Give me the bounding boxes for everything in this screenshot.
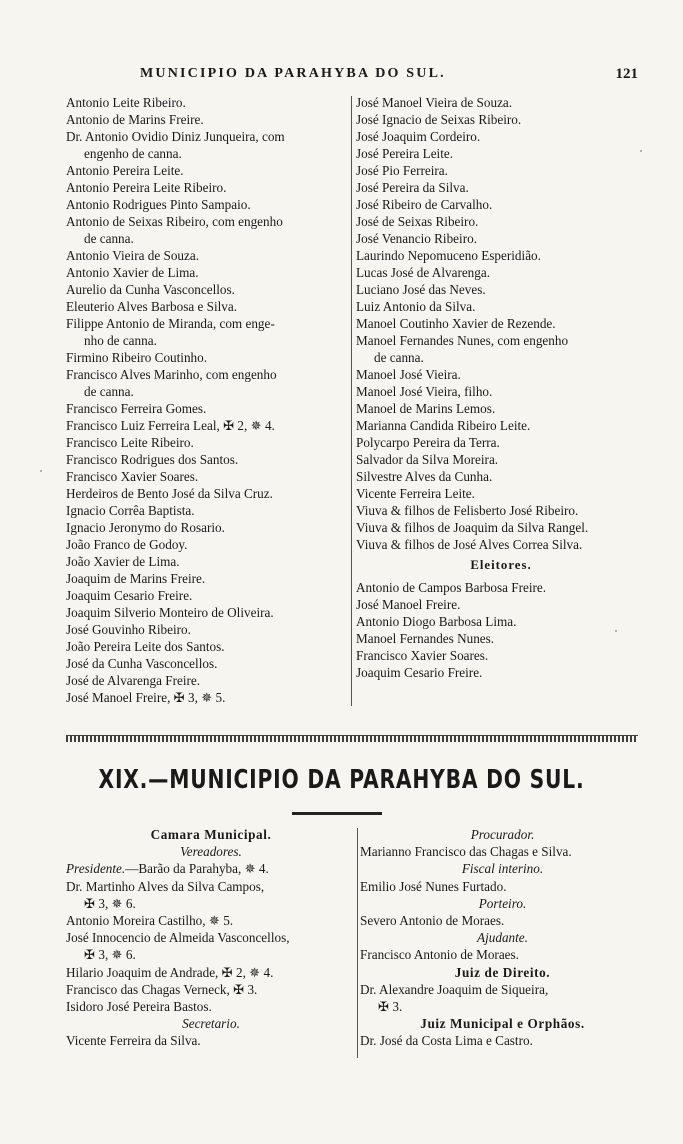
- name-entry: João Pereira Leite dos Santos.: [66, 639, 225, 654]
- vereador-text: ✠ 3, ✵ 6.: [84, 895, 136, 911]
- vereador-entry: [66, 998, 356, 1015]
- name-entry: José Pereira da Silva.: [356, 180, 469, 195]
- name-entry: Vicente Ferreira Leite.: [356, 486, 475, 501]
- name-entry: José Pio Ferreira.: [356, 163, 448, 178]
- vereador-text: Antonio Moreira Castilho, ✵ 5.: [66, 913, 234, 929]
- vereador-entry: [66, 860, 356, 877]
- name-entry: Francisco Rodrigues dos Santos.: [66, 452, 239, 467]
- vereador-text: ✠ 3, ✵ 6.: [84, 947, 136, 963]
- paper-speck: [615, 630, 617, 632]
- name-entry: José de Alvarenga Freire.: [66, 673, 201, 688]
- paper-speck: [40, 470, 42, 472]
- presidente-label: Presidente.: [66, 861, 126, 877]
- name-entry: Antonio Vieira de Souza.: [66, 248, 200, 263]
- running-head: [140, 66, 640, 86]
- procurador-label: Procurador.: [470, 827, 535, 842]
- name-entry: Viuva & filhos de José Alves Correa Silva.: [356, 537, 583, 552]
- right-name-column: [356, 94, 646, 681]
- name-entry: de canna.: [84, 231, 134, 246]
- name-entry: Dr. Antonio Ovidio Diniz Junqueira, com: [66, 129, 285, 144]
- name-entry: Antonio Pereira Leite Ribeiro.: [66, 180, 227, 195]
- vereador-text: —Barão da Parahyba, ✵ 4.: [125, 861, 269, 877]
- name-entry: José Manoel Freire, ✠ 3, ✵ 5.: [66, 690, 226, 705]
- juiz-direito-name: Dr. Alexandre Joaquim de Siqueira,: [360, 981, 549, 997]
- secretario-name: Vicente Ferreira da Silva.: [66, 1033, 201, 1049]
- eleitor-entry: Francisco Xavier Soares.: [356, 648, 489, 663]
- page-number: 121: [615, 66, 638, 82]
- vereadores-label: Vereadores.: [180, 844, 242, 860]
- name-entry: Francisco Xavier Soares.: [66, 469, 199, 484]
- eleitor-entry: José Manoel Freire.: [356, 597, 461, 612]
- name-entry: José da Cunha Vasconcellos.: [66, 656, 218, 671]
- vereador-text: Isidoro José Pereira Bastos.: [66, 999, 212, 1015]
- vereadores-list: [66, 860, 356, 1015]
- juiz-municipal-label: Juiz Municipal e Orphãos.: [420, 1016, 585, 1032]
- name-entry: Manoel de Marins Lemos.: [356, 401, 496, 416]
- ornamental-rule: [66, 735, 638, 742]
- vereador-text: Dr. Martinho Alves da Silva Campos,: [66, 878, 265, 894]
- eleitores-heading: Eleitores.: [470, 558, 532, 572]
- eleitor-entry: Antonio Diogo Barbosa Lima.: [356, 614, 517, 629]
- section-title-rule: [292, 812, 382, 815]
- eleitor-entry: Joaquim Cesario Freire.: [356, 665, 483, 680]
- name-entry: Manoel José Vieira.: [356, 367, 461, 382]
- name-entry: Joaquim Silverio Monteiro de Oliveira.: [66, 605, 274, 620]
- left-name-column: [66, 94, 351, 706]
- camara-column: [66, 826, 356, 1050]
- name-entry: Manoel Fernandes Nunes, com engenho: [356, 333, 569, 348]
- vereador-text: José Innocencio de Almeida Vasconcellos,: [66, 930, 290, 946]
- vereador-entry: [66, 912, 356, 929]
- name-entry: Herdeiros de Bento José da Silva Cruz.: [66, 486, 273, 501]
- column-divider: [351, 96, 352, 706]
- juiz-municipal-name: Dr. José da Costa Lima e Castro.: [360, 1033, 533, 1049]
- officials-column: [360, 826, 645, 1050]
- name-entry: nho de canna.: [84, 333, 157, 348]
- paper-speck: [640, 150, 642, 152]
- name-entry: Manoel Coutinho Xavier de Rezende.: [356, 316, 556, 331]
- eleitores-list: [356, 579, 646, 681]
- name-entry: Viuva & filhos de Joaquim da Silva Rangel.: [356, 520, 589, 535]
- name-entry: Francisco Luiz Ferreira Leal, ✠ 2, ✵ 4.: [66, 418, 275, 433]
- name-entry: Antonio Leite Ribeiro.: [66, 95, 186, 110]
- name-entry: engenho de canna.: [84, 146, 182, 161]
- ajudante-name: Francisco Antonio de Moraes.: [360, 947, 519, 963]
- column-divider-lower: [357, 828, 358, 1058]
- fiscal-name: Emilio José Nunes Furtado.: [360, 878, 507, 894]
- name-entry: José Gouvinho Ribeiro.: [66, 622, 191, 637]
- vereador-entry: [66, 964, 356, 981]
- name-entry: de canna.: [84, 384, 134, 399]
- running-head-title: MUNICIPIO DA PARAHYBA DO SUL.: [140, 66, 446, 81]
- vereador-entry: [66, 878, 356, 895]
- name-entry: Viuva & filhos de Felisberto José Ribeiro.: [356, 503, 579, 518]
- name-entry: João Xavier de Lima.: [66, 554, 180, 569]
- name-entry: Salvador da Silva Moreira.: [356, 452, 499, 467]
- name-entry: Aurelio da Cunha Vasconcellos.: [66, 282, 235, 297]
- name-entry: Luciano José das Neves.: [356, 282, 486, 297]
- name-entry: José Joaquim Cordeiro.: [356, 129, 481, 144]
- porteiro-label: Porteiro.: [478, 895, 527, 911]
- section-title: XIX.—MUNICIPIO DA PARAHYBA DO SUL.: [98, 765, 585, 795]
- name-entry: José de Seixas Ribeiro.: [356, 214, 479, 229]
- name-entry: José Pereira Leite.: [356, 146, 454, 161]
- name-entry: Antonio de Marins Freire.: [66, 112, 204, 127]
- name-entry: Antonio Rodrigues Pinto Sampaio.: [66, 197, 251, 212]
- secretario-label: Secretario.: [182, 1016, 240, 1032]
- name-entry: José Manoel Vieira de Souza.: [356, 95, 513, 110]
- name-entry: Ignacio Jeronymo do Rosario.: [66, 520, 225, 535]
- name-entry: José Ignacio de Seixas Ribeiro.: [356, 112, 522, 127]
- name-entry: Firmino Ribeiro Coutinho.: [66, 350, 208, 365]
- eleitor-entry: Antonio de Campos Barbosa Freire.: [356, 580, 547, 595]
- eleitor-entry: Manoel Fernandes Nunes.: [356, 631, 495, 646]
- porteiro-name: Severo Antonio de Moraes.: [360, 913, 505, 929]
- vereador-entry: [66, 895, 356, 912]
- name-entry: José Ribeiro de Carvalho.: [356, 197, 493, 212]
- name-entry: Marianna Candida Ribeiro Leite.: [356, 418, 531, 433]
- name-entry: Antonio Pereira Leite.: [66, 163, 184, 178]
- name-entry: de canna.: [374, 350, 424, 365]
- name-entry: Antonio Xavier de Lima.: [66, 265, 199, 280]
- procurador-name: Marianno Francisco das Chagas e Silva.: [360, 844, 572, 860]
- name-entry: Silvestre Alves da Cunha.: [356, 469, 493, 484]
- name-entry: Luiz Antonio da Silva.: [356, 299, 476, 314]
- name-entry: Joaquim Cesario Freire.: [66, 588, 193, 603]
- name-entry: Joaquim de Marins Freire.: [66, 571, 206, 586]
- name-entry: Filippe Antonio de Miranda, com enge-: [66, 316, 275, 331]
- vereador-text: Hilario Joaquim de Andrade, ✠ 2, ✵ 4.: [66, 964, 274, 980]
- name-entry: Francisco Ferreira Gomes.: [66, 401, 207, 416]
- name-entry: Francisco Alves Marinho, com engenho: [66, 367, 277, 382]
- vereador-entry: [66, 946, 356, 963]
- name-entry: José Venancio Ribeiro.: [356, 231, 477, 246]
- name-entry: Manoel José Vieira, filho.: [356, 384, 493, 399]
- name-entry: Lucas José de Alvarenga.: [356, 265, 491, 280]
- name-entry: Laurindo Nepomuceno Esperidião.: [356, 248, 541, 263]
- name-entry: Ignacio Corrêa Baptista.: [66, 503, 195, 518]
- vereador-entry: [66, 981, 356, 998]
- juiz-direito-label: Juiz de Direito.: [454, 964, 551, 980]
- name-entry: Polycarpo Pereira da Terra.: [356, 435, 500, 450]
- fiscal-label: Fiscal interino.: [461, 861, 544, 877]
- name-entry: Eleuterio Alves Barbosa e Silva.: [66, 299, 238, 314]
- name-entry: Antonio de Seixas Ribeiro, com engenho: [66, 214, 283, 229]
- right-name-list: [356, 94, 646, 553]
- vereador-text: Francisco das Chagas Verneck, ✠ 3.: [66, 981, 258, 997]
- camara-heading: Camara Municipal.: [150, 827, 272, 842]
- vereador-entry: [66, 929, 356, 946]
- juiz-direito-decoration: ✠ 3.: [378, 999, 403, 1015]
- ajudante-label: Ajudante.: [477, 930, 528, 946]
- name-entry: Francisco Leite Ribeiro.: [66, 435, 194, 450]
- name-entry: João Franco de Godoy.: [66, 537, 188, 552]
